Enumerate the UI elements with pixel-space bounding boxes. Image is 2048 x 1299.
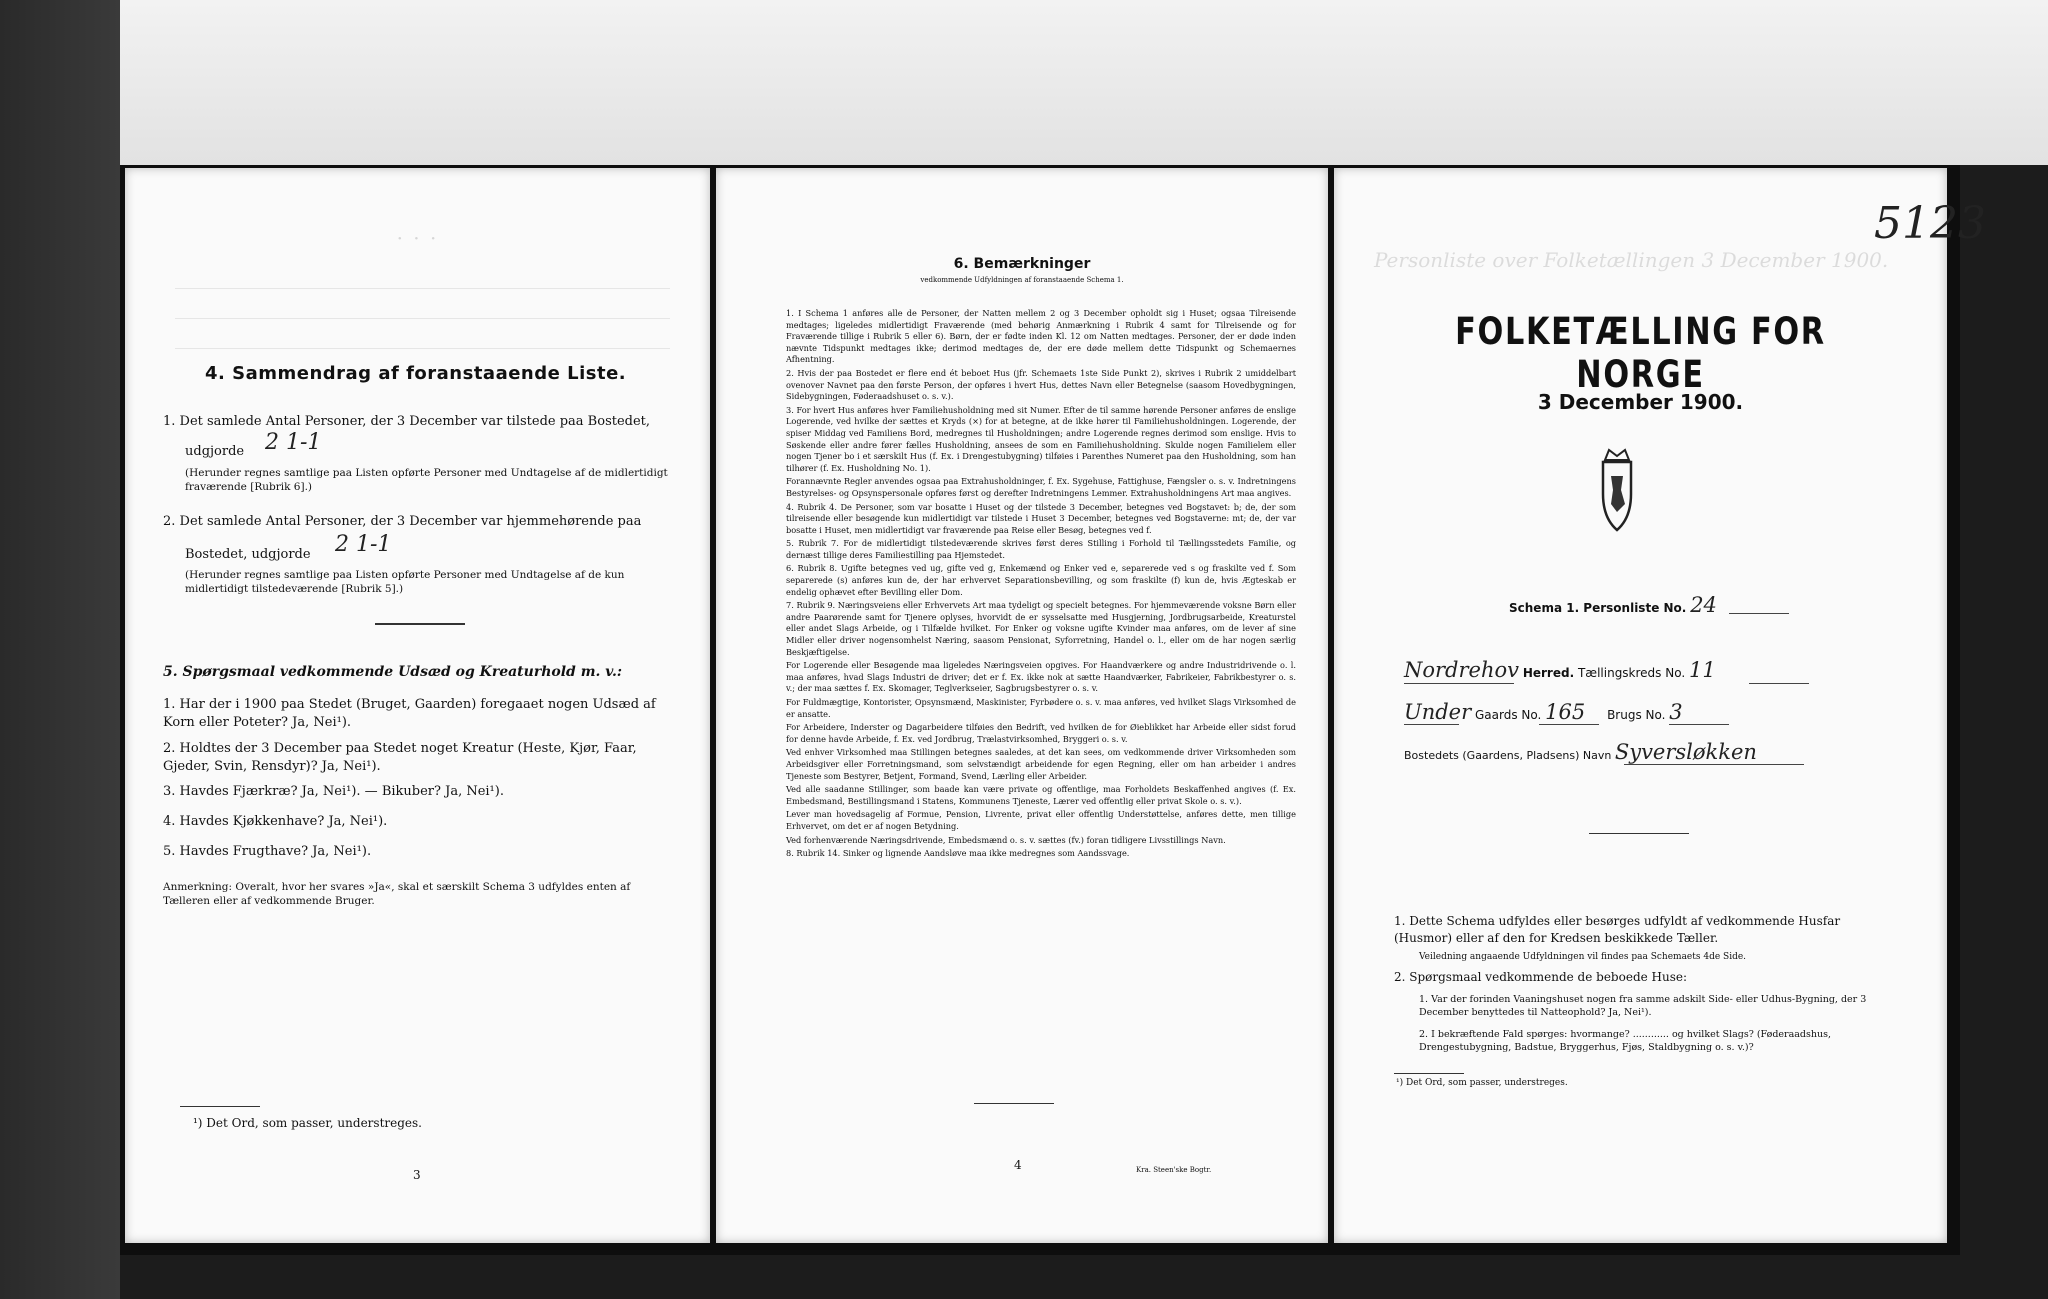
remarks-paragraph: For Logerende eller Besøgende maa ligeledes Næringsveien opgives. For Haandværkere og andre Industridrivende o. l. maa anføres, hvad Slags Industri de driver; det er f. Ex. ikke nok at sætte Haandværker, Fabrikeier, Fabrikbestyrer o. s. v.; der maa sættes f. Ex. Skomager, Teglverkseier, Sagbrugsbestyrer o. s. v. — [786, 660, 1296, 694]
remarks-paragraph: Forannævnte Regler anvendes ogsaa paa Extrahusholdninger, f. Ex. Sygehuse, Fattighuse, Fængsler o. s. v. Indretningens Bestyrelses- og Opsynspersonale opføres først og derefter Indretningens Lemmer. Extrahusholdningens Art maa angives. — [786, 476, 1296, 498]
question-4: 4. Havdes Kjøkkenhave? Ja, Nei¹). — [163, 814, 388, 829]
remarks-paragraph: Ved enhver Virksomhed maa Stillingen betegnes saaledes, at det kan sees, om vedkommende driver Virksomheden som Arbeidsgiver eller Forretningsmand, som selvstændigt arbeidende for egen Regning, eller om han arbeider i andres Tjeneste som Bestyrer, Betjent, Formand, Svend, Lærling eller Arbeider. — [786, 747, 1296, 781]
census-date: 3 December 1900. — [1537, 390, 1744, 414]
gaards-line — [1404, 700, 1683, 724]
scan-background-top — [0, 0, 2048, 165]
bleed-through-text: · · · — [396, 226, 439, 250]
bleed-through-text: Personliste over Folketællingen 3 December 1900. — [1374, 248, 1889, 272]
underline — [1749, 683, 1809, 684]
footnote: ¹) Det Ord, som passer, understreges. — [193, 1116, 422, 1130]
kreds-label: Tællingskreds No. — [1577, 666, 1686, 680]
underline — [1404, 724, 1459, 725]
remarks-paragraph: For Fuldmægtige, Kontorister, Opsynsmænd, Maskinister, Fyrbødere o. s. v. maa anføres, ved hvilket Slags Virksomhed de er ansatte. — [786, 697, 1296, 719]
kreds-number: 11 — [1689, 658, 1716, 682]
section-5-title: 5. Spørgsmaal vedkommende Udsæd og Kreaturhold m. v.: — [163, 664, 623, 680]
question-3: 3. Havdes Fjærkræ? Ja, Nei¹). — Bikuber? Ja, Nei¹). — [163, 784, 504, 799]
remarks-paragraph: 2. Hvis der paa Bostedet er flere end ét beboet Hus (jfr. Schemaets 1ste Side Punkt 2), skrives i Rubrik 2 umiddelbart ovenover Navnet paa den første Person, der opføres i hvert Hus, dettes Navn eller Betegnelse (saasom Hovedbygningen, Sidebygningen, Føderaadshuset o. s. v.). — [786, 367, 1296, 402]
remarks-paragraph: 4. Rubrik 4. De Personer, som var bosatte i Huset og der tilstede 3 December, betegnes ved Bogstavet: b; de, der som tilreisende eller besøgende kun midlertidigt var tilstede i Huset 3 December, betegnes ved Bogstaverne: mt; de, der var bosatte i Huset, men midlertidigt var fraværende paa Reise eller Besøg, betegnes ved f. — [786, 501, 1296, 535]
gaards-number: 165 — [1545, 700, 1586, 724]
remarks-paragraph: For Arbeidere, Inderster og Dagarbeidere tilføies den Bedrift, ved hvilken de for Øieblikket har Arbeide eller sidst forud for denne havde Arbeide, f. Ex. ved Jordbrug, Trælastvirksomhed, Bryggeri o. s. v. — [786, 722, 1296, 744]
underline — [1404, 683, 1514, 684]
schema-line — [1509, 593, 1717, 617]
page-number: 3 — [413, 1168, 421, 1182]
remarks-paragraph: 5. Rubrik 7. For de midlertidigt tilstedeværende skrives først deres Stilling i Forhold til Tællingsstedets Familie, og dernæst tillige deres Familiestilling paa Hjemstedet. — [786, 538, 1296, 560]
remarks-subtitle: vedkommende Udfyldningen af foranstaaende Schema 1. — [920, 276, 1124, 284]
printer-imprint: Kra. Steen'ske Bogtr. — [1136, 1166, 1212, 1174]
bosted-name: Syversløkken — [1614, 740, 1757, 764]
remarks-paragraph: 1. I Schema 1 anføres alle de Personer, der Natten mellem 2 og 3 December opholdt sig i Huset; ogsaa Tilreisende medtages; ligeledes midlertidigt Fraværende (med behørig Anmærkning i Rubrik 4 samt for Tilreisende og for Fraværende tillige i Rubrik 5 eller 6). Børn, der er fødte inden Kl. 12 om Natten medtages. Personer, der er døde inden nævnte Tidspunkt medtages ikke; derimod medtages de, der ere døde mellem dette Tidspunkt og Schemaernes Afhentning. — [786, 308, 1296, 365]
footnote-rule — [1394, 1073, 1464, 1074]
remarks-paragraph: Lever man hovedsagelig af Formue, Pension, Livrente, privat eller offentlig Understøttelse, anføres dette, men tillige Erhvervet, om det er af nogen Betydning. — [786, 809, 1296, 831]
underline — [1669, 724, 1729, 725]
personliste-number: 24 — [1690, 593, 1717, 617]
question-1: 1. Har der i 1900 paa Stedet (Bruget, Gaarden) foregaaet nogen Udsæd af Korn eller Poteter? Ja, Nei¹). — [163, 697, 656, 730]
herred-name: Nordrehov — [1404, 658, 1519, 682]
page-number: 4 — [1014, 1158, 1022, 1172]
herred-line — [1404, 658, 1716, 682]
remarks-paragraph: Ved forhenværende Næringsdrivende, Embedsmænd o. s. v. sættes (fv.) foran tidligere Livsstillings Navn. — [786, 834, 1226, 845]
underline — [1539, 724, 1599, 725]
instruction-2-question-1: 1. Var der forinden Vaaningshuset nogen fra samme adskilt Side- eller Udhus-Bygning, der 3 December benyttedes til Natteophold? Ja, Nei¹). — [1419, 994, 1867, 1018]
item-2-note: (Herunder regnes samtlige paa Listen opførte Personer med Undtagelse af de kun midlertidigt tilstedeværende [Rubrik 5].) — [185, 569, 625, 595]
brugs-label: Brugs No. — [1607, 708, 1666, 722]
faint-rule — [175, 348, 670, 349]
item-2-handwritten-value: 2 1-1 — [335, 532, 392, 557]
page-4-remarks — [716, 168, 1328, 1243]
question-2: 2. Holdtes der 3 December paa Stedet noget Kreatur (Heste, Kjør, Faar, Gjeder, Svin, Rensdyr)? Ja, Nei¹). — [163, 741, 637, 774]
item-1-text: 1. Det samlede Antal Personer, der 3 December var tilstede paa Bostedet, — [163, 414, 651, 429]
item-2-text: 2. Det samlede Antal Personer, der 3 December var hjemmehørende paa — [163, 514, 642, 529]
remarks-paragraph: Ved alle saadanne Stillinger, som baade kan være private og offentlige, maa Forholdets Beskaffenhed angives (f. Ex. Embedsmand, Bestillingsmand i Statens, Kommunens Tjeneste, Lærer ved offentlig eller privat Skole o. s. v.). — [786, 784, 1296, 806]
remarks-body — [786, 308, 1296, 862]
item-2-label: Bostedet, udgjorde — [185, 547, 311, 562]
scan-background-left — [0, 0, 120, 1299]
anmerkning-note: Anmerkning: Overalt, hvor her svares »Ja«, skal et særskilt Schema 3 udfyldes enten af Tælleren eller af vedkommende Bruger. — [163, 881, 631, 907]
main-title: FOLKETÆLLING FOR NORGE — [1455, 310, 1826, 396]
under-prefix: Under — [1404, 700, 1472, 724]
question-5: 5. Havdes Frugthave? Ja, Nei¹). — [163, 844, 372, 859]
remarks-title: 6. Bemærkninger — [953, 256, 1091, 272]
instruction-1-note: Veiledning angaaende Udfyldningen vil findes paa Schemaets 4de Side. — [1419, 952, 1747, 962]
brugs-number: 3 — [1669, 700, 1683, 724]
norway-coat-of-arms-icon — [1589, 446, 1645, 536]
instruction-2: 2. Spørgsmaal vedkommende de beboede Huse: — [1394, 970, 1688, 984]
remarks-paragraph: 8. Rubrik 14. Sinker og lignende Aandsløve maa ikke medregnes som Aandssvage. — [786, 848, 1130, 859]
remarks-paragraph: 7. Rubrik 9. Næringsveiens eller Erhvervets Art maa tydeligt og specielt betegnes. For hjemmeværende voksne Børn eller andre Paarørende samt for Tjenere oplyses, hvorvidt de er sysselsatte med Husgjerning, Jordbrugsarbeide, Kreaturstel eller andet Slags Arbeide, og i Tilfælde hvilket. For Enker og voksne ugifte Kvinder maa anføres, om de lever af sine Midler eller driver nogensomhelst Næring, saasom Pensionat, Syforretning, Handel o. l., eller om de har nogen særlig Beskjæftigelse. — [786, 600, 1296, 657]
faint-rule — [175, 288, 670, 289]
item-1-note: (Herunder regnes samtlige paa Listen opførte Personer med Undtagelse af de midlertidigt fraværende [Rubrik 6].) — [185, 467, 668, 493]
divider-rule — [1589, 833, 1689, 834]
archive-number: 5123 — [1874, 198, 1986, 249]
footnote-rule — [180, 1106, 260, 1107]
schema-label: Schema 1. Personliste No. — [1509, 601, 1687, 615]
footnote: ¹) Det Ord, som passer, understreges. — [1396, 1078, 1568, 1088]
remarks-paragraph: 3. For hvert Hus anføres hver Familiehusholdning med sit Numer. Efter de til samme hørende Personer anføres de enslige Logerende, ved hvilke der sættes et Kryds (×) for at betegne, at de ikke hører til Familiehusholdningen. Logerende, der spiser Middag ved Familiens Bord, medregnes til Husholdningen; andre Logerende regnes derimod som enslige. Hvis to Søskende eller andre fører fælles Husholdning, ansees de som en Familiehusholdning. Skulde nogen Familielem eller nogen Tjener bo i et særskilt Hus (f. Ex. i Drengestubygning) tilføies i Parenthes Numeret paa den Husholdning, som han tilhører (f. Ex. Husholdning No. 1). — [786, 404, 1296, 473]
bosted-label: Bostedets (Gaardens, Pladsens) Navn — [1404, 749, 1612, 762]
underline — [1624, 764, 1804, 765]
gaards-label: Gaards No. — [1474, 708, 1542, 722]
bosted-line — [1404, 740, 1757, 764]
instruction-1: 1. Dette Schema udfyldes eller besørges udfyldt af vedkommende Husfar (Husmor) eller af den for Kredsen beskikkede Tæller. — [1394, 914, 1841, 945]
divider-rule — [375, 623, 465, 625]
underline — [1729, 613, 1789, 614]
section-4-title: 4. Sammendrag af foranstaaende Liste. — [205, 363, 627, 384]
divider-rule — [974, 1103, 1054, 1104]
instruction-2-question-2: 2. I bekræftende Fald spørges: hvormange? ............ og hvilket Slags? (Føderaadshus, Drengestubygning, Badstue, Bryggerhus, Fjøs, Staldbygning o. s. v.)? — [1419, 1029, 1831, 1053]
item-1-label: udgjorde — [185, 444, 245, 459]
herred-label: Herred. — [1522, 666, 1575, 680]
remarks-paragraph: 6. Rubrik 8. Ugifte betegnes ved ug, gifte ved g, Enkemænd og Enker ved e, separerede ved s og fraskilte ved f. Som separerede (s) anføres kun de, der har erhvervet Separationsbevilling, og som fraskilte (f) kun de, hvis Ægteskab er endelig ophævet efter Bevilling eller Dom. — [786, 563, 1296, 597]
faint-rule — [175, 318, 670, 319]
item-1-handwritten-value: 2 1-1 — [265, 430, 322, 455]
page-3-summary — [125, 168, 710, 1243]
page-1-cover — [1334, 168, 1986, 1243]
